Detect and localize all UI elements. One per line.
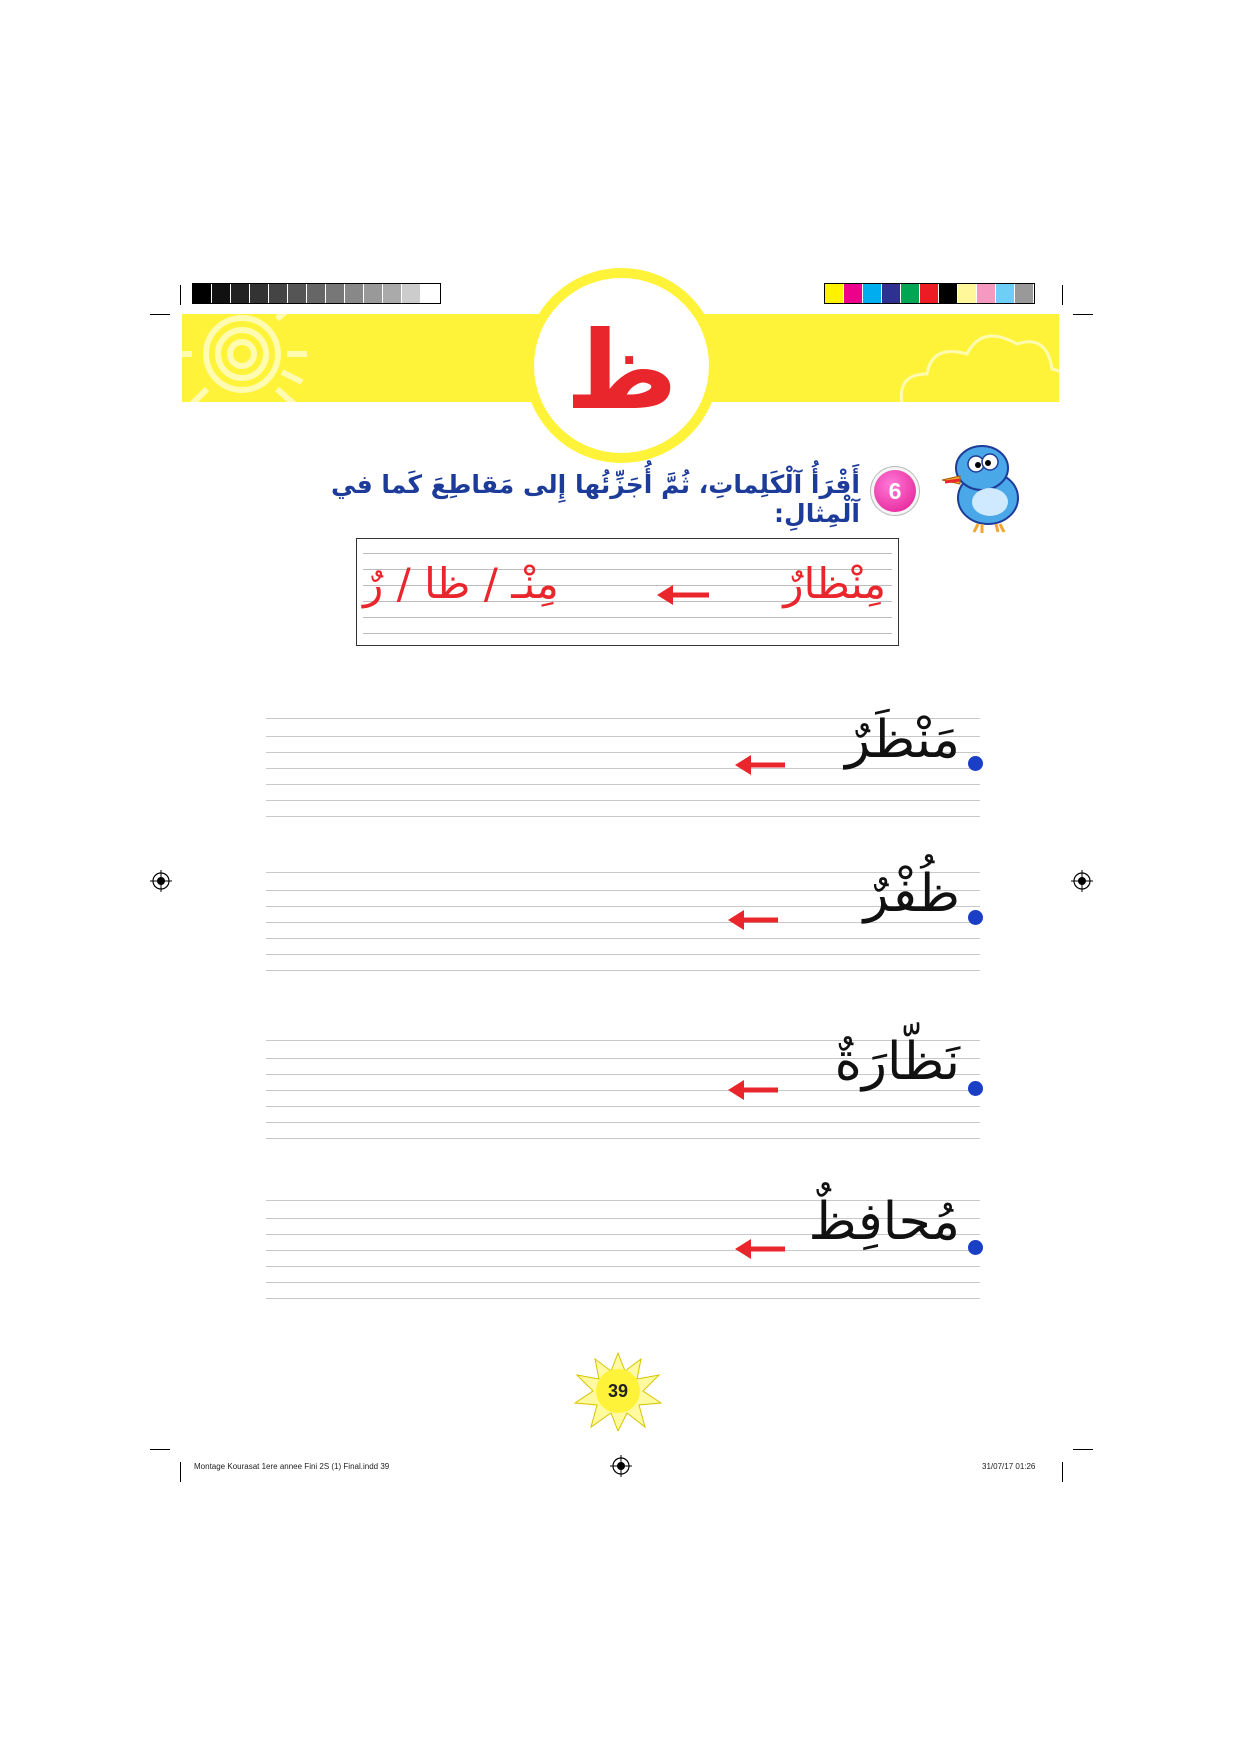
exercise-number-badge: 6 (874, 470, 916, 512)
arrow-left-icon (657, 584, 709, 606)
crop-mark (1062, 1462, 1063, 1482)
cmyk-color-bar (824, 283, 1035, 304)
registration-mark-icon (1071, 870, 1093, 892)
grayscale-color-bar (192, 283, 441, 304)
crop-mark (1073, 1449, 1093, 1450)
example-segments: مِنْـ / ظا / رٌ (363, 559, 559, 608)
example-word: مِنْظارٌ (783, 559, 886, 608)
crop-mark (150, 1449, 170, 1450)
registration-mark-icon (610, 1455, 632, 1477)
bullet-dot (968, 1081, 983, 1096)
crop-mark (150, 314, 170, 315)
page-number: 39 (596, 1369, 640, 1413)
registration-mark-icon (150, 870, 172, 892)
slug-date-info: 31/07/17 01:26 (982, 1462, 1036, 1471)
sun-icon (182, 314, 352, 402)
crop-mark (1062, 285, 1063, 305)
arrow-left-icon (728, 909, 778, 931)
arrow-left-icon (728, 1079, 778, 1101)
crop-mark (1073, 314, 1093, 315)
practice-word-3: نَظّارَةٌ (834, 1032, 960, 1092)
arrow-left-icon (735, 754, 785, 776)
bullet-dot (968, 756, 983, 771)
letter-badge (524, 268, 719, 463)
cloud-icon (882, 314, 1059, 402)
bullet-dot (968, 1240, 983, 1255)
slug-file-info: Montage Kourasat 1ere annee Fini 2S (1) Final.indd 39 (194, 1462, 390, 1471)
exercise-instruction: أَقْرَأُ آلْكَلِماتِ، ثُمَّ أُجَزِّئُها إِلى مَقاطِعَ كَما في آلْمِثالِ: (331, 470, 860, 528)
arrow-left-icon (735, 1238, 785, 1260)
practice-word-4: مُحافِظٌ (808, 1192, 960, 1252)
featured-letter: ظ (565, 308, 678, 434)
practice-word-2: ظُفْرٌ (863, 864, 960, 924)
crop-mark (180, 1462, 181, 1482)
bullet-dot (968, 910, 983, 925)
practice-word-1: مَنْظَرٌ (845, 710, 960, 770)
example-box (356, 538, 899, 646)
bird-mascot-icon (930, 440, 1030, 535)
crop-mark (180, 285, 181, 305)
